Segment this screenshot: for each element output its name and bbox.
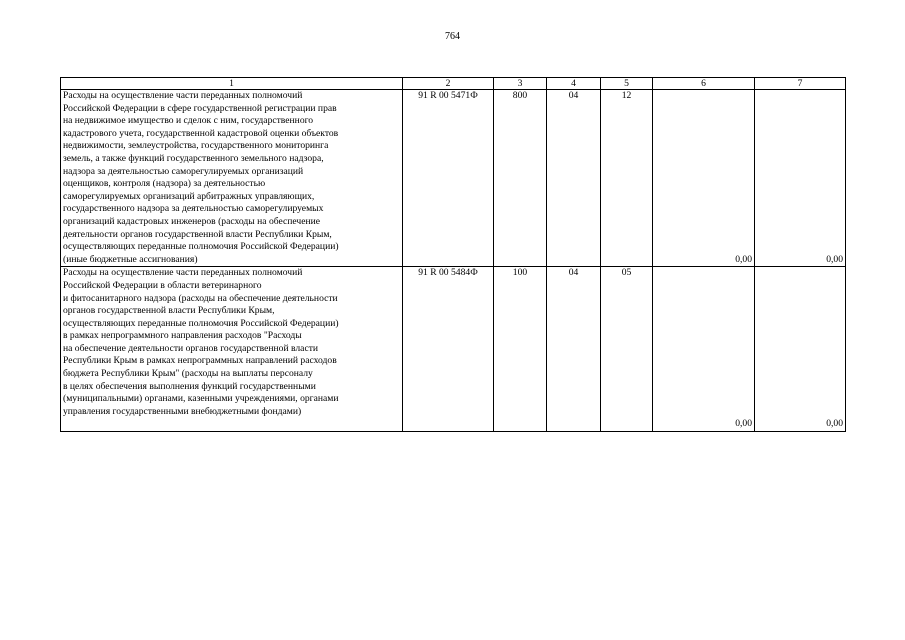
description-line: бюджета Республики Крым" (расходы на выплаты персоналу bbox=[63, 368, 313, 380]
description-line: (муниципальными) органами, казенными учреждениями, органами bbox=[63, 393, 339, 405]
description-spacer bbox=[63, 418, 400, 431]
description-line: кадастрового учета, государственной кадастровой оценки объектов bbox=[63, 127, 339, 139]
table-row bbox=[61, 267, 846, 432]
description-line: управления государственными внебюджетными фондами) bbox=[63, 405, 302, 417]
row-col6: 0,00 bbox=[653, 90, 755, 267]
row-col7: 0,00 bbox=[755, 90, 846, 267]
description-line: органов государственной власти Республики Крым, bbox=[63, 305, 275, 317]
description-line: на обеспечение деятельности органов государственной власти bbox=[63, 342, 319, 354]
description-line: в целях обеспечения выполнения функций государственными bbox=[63, 380, 316, 392]
row-col4: 04 bbox=[547, 90, 601, 267]
description-line: Расходы на осуществление части переданных полномочий bbox=[63, 267, 303, 279]
col-header-4: 4 bbox=[547, 78, 601, 90]
row-code: 91 R 00 5471Ф bbox=[403, 90, 494, 267]
description-line: Республики Крым в рамках непрограммных направлений расходов bbox=[63, 355, 337, 367]
description-line: Российской Федерации в сфере государственной регистрации прав bbox=[63, 102, 337, 114]
description-line: организаций кадастровых инженеров (расходы на обеспечение bbox=[63, 215, 321, 227]
description-line: осуществляющих переданные полномочия Российской Федерации) bbox=[63, 241, 339, 253]
col-header-5: 5 bbox=[601, 78, 653, 90]
description-line: (иные бюджетные ассигнования) bbox=[63, 253, 198, 265]
page-number: 764 bbox=[445, 31, 460, 42]
row-col4: 04 bbox=[547, 267, 601, 432]
row-col6: 0,00 bbox=[653, 267, 755, 432]
description-line: оценщиков, контроля (надзора) за деятельностью bbox=[63, 178, 266, 190]
col-header-3: 3 bbox=[494, 78, 547, 90]
col-header-2: 2 bbox=[403, 78, 494, 90]
col-header-6: 6 bbox=[653, 78, 755, 90]
budget-table bbox=[60, 77, 846, 432]
row-col7: 0,00 bbox=[755, 267, 846, 432]
header-row bbox=[61, 78, 846, 90]
row-description bbox=[61, 267, 403, 432]
description-line: Расходы на осуществление части переданных полномочий bbox=[63, 90, 303, 101]
col-header-1: 1 bbox=[61, 78, 403, 90]
row-code: 91 R 00 5484Ф bbox=[403, 267, 494, 432]
description-line: Российской Федерации в области ветеринарного bbox=[63, 279, 262, 291]
table-row bbox=[61, 90, 846, 267]
row-col5: 05 bbox=[601, 267, 653, 432]
description-line: саморегулируемых организаций арбитражных управляющих, bbox=[63, 190, 315, 202]
description-line: надзора за деятельностью саморегулируемых организаций bbox=[63, 165, 304, 177]
description-line: и фитосанитарного надзора (расходы на обеспечение деятельности bbox=[63, 292, 338, 304]
description-line: осуществляющих переданные полномочия Российской Федерации) bbox=[63, 317, 339, 329]
row-col5: 12 bbox=[601, 90, 653, 267]
description-line: деятельности органов государственной власти Республики Крым, bbox=[63, 228, 332, 240]
description-line: земель, а также функций государственного земельного надзора, bbox=[63, 152, 324, 164]
description-line: государственного надзора за деятельностью саморегулируемых bbox=[63, 203, 324, 215]
description-line: в рамках непрограммного направления расходов "Расходы bbox=[63, 330, 302, 342]
col-header-7: 7 bbox=[755, 78, 846, 90]
description-line: на недвижимое имущество и сделок с ним, государственного bbox=[63, 115, 314, 127]
row-col3: 100 bbox=[494, 267, 547, 432]
description-line: недвижимости, землеустройства, государственного мониторинга bbox=[63, 140, 329, 152]
row-description bbox=[61, 90, 403, 267]
row-col3: 800 bbox=[494, 90, 547, 267]
